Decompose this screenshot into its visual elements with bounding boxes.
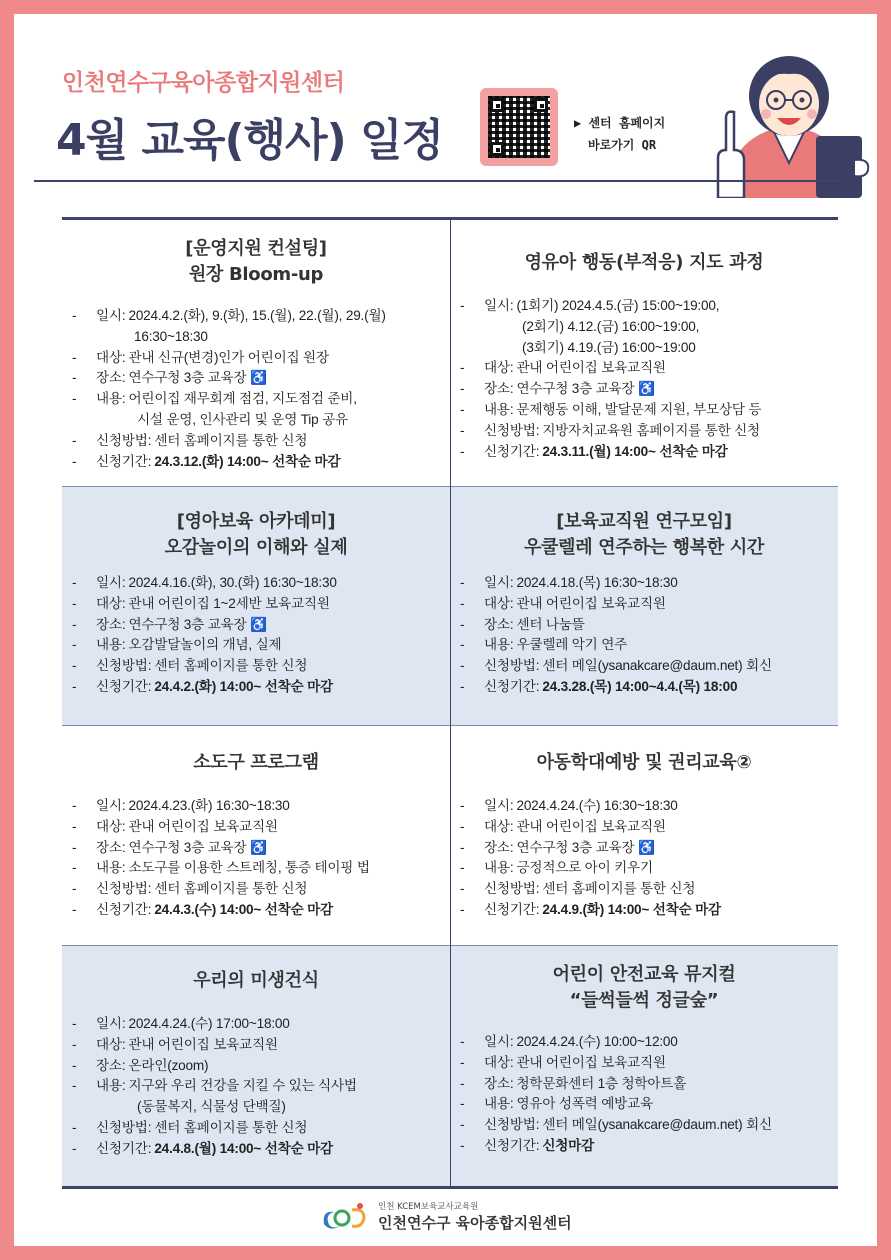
program-item: - 일시: 2024.4.2.(화), 9.(화), 15.(월), 22.(월), 29.(월) 16:30~18:30 (72, 306, 442, 348)
header-divider (34, 180, 840, 182)
program-title: 아동학대예방 및 권리교육② (536, 752, 752, 773)
program-subtitle: 오감놀이의 이해와 실제 (164, 537, 348, 558)
program-item: - 신청방법: 센터 메일(ysanakcare@daum.net) 회신 (460, 656, 830, 677)
program-item: - 대상: 관내 어린이집 1~2세반 보육교직원 (72, 594, 442, 615)
program-card (62, 726, 450, 945)
program-title: 어린이 안전교육 뮤지컬 (552, 964, 736, 985)
program-subtitle: 우쿨렐레 연주하는 행복한 시간 (523, 537, 765, 558)
qr-note (574, 112, 665, 156)
program-item: - 신청기간: 24.4.2.(화) 14:00~ 선착순 마감 (72, 677, 442, 698)
program-item: - 내용: 지구와 우리 건강을 지킬 수 있는 식사법 (동물복지, 식물성 단백질) (72, 1076, 442, 1118)
program-item: - 일시: 2024.4.24.(수) 10:00~12:00 (460, 1032, 830, 1053)
program-subtitle: 원장 Bloom-up (188, 264, 324, 285)
qr-note-line2: 바로가기 QR (588, 138, 657, 152)
program-item: - 일시: 2024.4.18.(목) 16:30~18:30 (460, 573, 830, 594)
program-item: - 일시: 2024.4.23.(화) 16:30~18:30 (72, 796, 442, 817)
qr-pattern (488, 96, 550, 158)
column-divider (450, 220, 451, 1186)
program-item: - 일시: 2024.4.24.(수) 16:30~18:30 (460, 796, 830, 817)
program-item: - 내용: 긍정적으로 아이 키우기 (460, 858, 830, 879)
program-item: - 장소: 연수구청 3층 교육장 ♿ (460, 379, 830, 400)
poster (14, 14, 877, 1246)
program-title: 소도구 프로그램 (193, 752, 319, 773)
qr-code[interactable] (480, 88, 558, 166)
program-item: - 신청기간: 24.4.8.(월) 14:00~ 선착순 마감 (72, 1139, 442, 1160)
program-item: - 신청방법: 센터 홈페이지를 통한 신청 (72, 1118, 442, 1139)
program-card (62, 220, 450, 486)
program-item: - 대상: 관내 어린이집 보육교직원 (460, 817, 830, 838)
program-item: - 일시: 2024.4.16.(화), 30.(화) 16:30~18:30 (72, 573, 442, 594)
program-title: 우리의 미생건식 (193, 970, 319, 991)
program-item: - 신청방법: 센터 메일(ysanakcare@daum.net) 회신 (460, 1115, 830, 1136)
program-card (450, 487, 838, 725)
program-item: - 내용: 문제행동 이해, 발달문제 지원, 부모상담 등 (460, 400, 830, 421)
program-item: - 신청기간: 24.3.11.(월) 14:00~ 선착순 마감 (460, 442, 830, 463)
program-item: - 대상: 관내 어린이집 보육교직원 (72, 1035, 442, 1056)
program-item: - 신청방법: 센터 홈페이지를 통한 신청 (72, 431, 442, 452)
program-item: - 신청방법: 센터 홈페이지를 통한 신청 (72, 656, 442, 677)
program-item: - 장소: 온라인(zoom) (72, 1056, 442, 1077)
program-item: - 장소: 센터 나눔뜰 (460, 615, 830, 636)
program-item: - 장소: 연수구청 3층 교육장 ♿ (460, 838, 830, 859)
program-item: - 일시: 2024.4.24.(수) 17:00~18:00 (72, 1014, 442, 1035)
program-item: - 장소: 청학문화센터 1층 청학아트홀 (460, 1074, 830, 1095)
program-title: [보육교직원 연구모임] (556, 511, 732, 532)
program-item: - 장소: 연수구청 3층 교육장 ♿ (72, 615, 442, 636)
schedule-grid (62, 217, 838, 1189)
program-card (450, 726, 838, 945)
center-name: 인천연수구육아종합지원센터 (62, 70, 345, 96)
qr-note-line1: ▶ 센터 홈페이지 (574, 116, 666, 130)
program-item: - 신청기간: 24.4.9.(화) 14:00~ 선착순 마감 (460, 900, 830, 921)
program-title: [영아보육 아카데미] (176, 511, 336, 532)
program-item: - 내용: 영유아 성폭력 예방교육 (460, 1094, 830, 1115)
footer-center-name: 인천연수구 육아종합지원센터 (378, 1214, 572, 1232)
program-title: 영유아 행동(부적응) 지도 과정 (524, 252, 764, 273)
program-item: - 일시: (1회기) 2024.4.5.(금) 15:00~19:00, (2회기) 4.12.(금) 16:00~19:00, (3회기) 4.19.(금) 16:00~19:00 (460, 296, 830, 358)
program-item: - 대상: 관내 신규(변경)인가 어린이집 원장 (72, 348, 442, 369)
program-item: - 장소: 연수구청 3층 교육장 ♿ (72, 838, 442, 859)
program-subtitle: “들썩들썩 정글숲” (569, 990, 719, 1011)
program-item: - 대상: 관내 어린이집 보육교직원 (460, 1053, 830, 1074)
program-card (450, 220, 838, 486)
page-title: 4월 교육(행사) 일정 (56, 115, 443, 166)
teacher-illustration (704, 38, 874, 198)
program-item: - 장소: 연수구청 3층 교육장 ♿ (72, 368, 442, 389)
center-logo (320, 1200, 370, 1232)
program-item: - 신청기간: 24.3.28.(목) 14:00~4.4.(목) 18:00 (460, 677, 830, 698)
program-item: - 신청기간: 신청마감 (460, 1136, 830, 1157)
program-item: - 내용: 어린이집 재무회계 점검, 지도점검 준비, 시설 운영, 인사관리 및 운영 Tip 공유 (72, 389, 442, 431)
program-item: - 내용: 소도구를 이용한 스트레칭, 통증 테이핑 법 (72, 858, 442, 879)
program-title: [운영지원 컨설팅] (185, 238, 327, 259)
program-item: - 대상: 관내 어린이집 보육교직원 (72, 817, 442, 838)
program-card (450, 946, 838, 1186)
program-item: - 신청방법: 센터 홈페이지를 통한 신청 (460, 879, 830, 900)
program-item: - 신청기간: 24.3.12.(화) 14:00~ 선착순 마감 (72, 452, 442, 473)
program-item: - 신청방법: 지방자치교육원 홈페이지를 통한 신청 (460, 421, 830, 442)
program-card (62, 487, 450, 725)
program-item: - 내용: 오감발달놀이의 개념, 실제 (72, 635, 442, 656)
footer-small-text: 인천 KCEM보육교사교육원 (378, 1202, 479, 1212)
program-item: - 내용: 우쿨렐레 악기 연주 (460, 635, 830, 656)
program-item: - 신청기간: 24.4.3.(수) 14:00~ 선착순 마감 (72, 900, 442, 921)
program-item: - 대상: 관내 어린이집 보육교직원 (460, 358, 830, 379)
program-item: - 대상: 관내 어린이집 보육교직원 (460, 594, 830, 615)
footer (314, 1192, 614, 1242)
program-card (62, 946, 450, 1186)
program-item: - 신청방법: 센터 홈페이지를 통한 신청 (72, 879, 442, 900)
